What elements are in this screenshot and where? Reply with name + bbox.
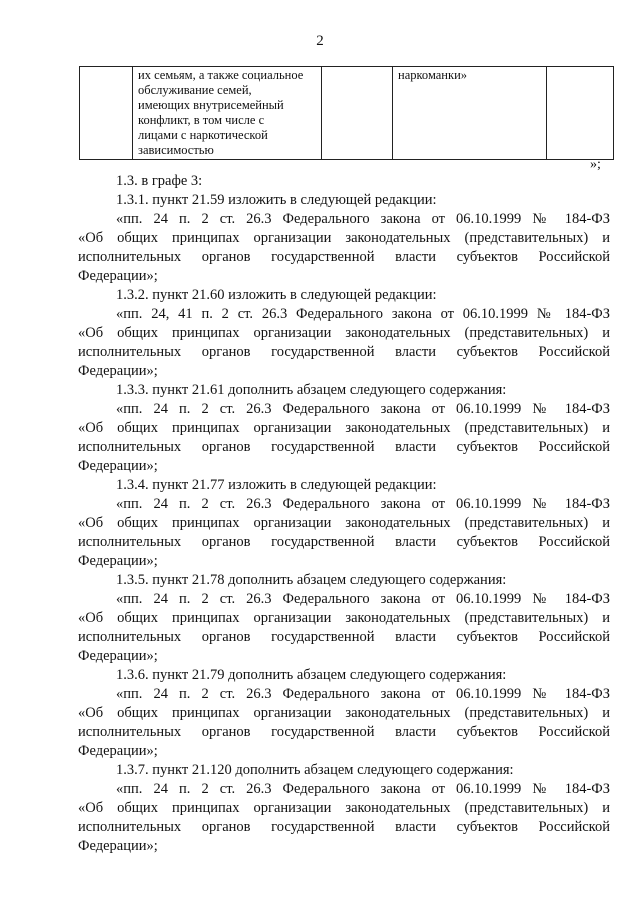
item-text-line: Федерации»; — [78, 553, 158, 569]
list-item — [78, 571, 610, 666]
item-text-line: «пп. 24, 41 п. 2 ст. 26.3 Федерального закона от 06.10.1999 № 184-ФЗ — [116, 306, 610, 322]
item-text-line: Федерации»; — [78, 743, 158, 759]
item-text-line: исполнительных органов государственной власти субъектов Российской — [78, 439, 610, 455]
item-text-line: «пп. 24 п. 2 ст. 26.3 Федерального закона от 06.10.1999 № 184-ФЗ — [116, 496, 610, 512]
item-text-line: «Об общих принципах организации законодательных (представительных) и — [78, 515, 610, 531]
table-row — [80, 67, 614, 160]
table-cell-3 — [322, 67, 393, 160]
item-text-line: «Об общих принципах организации законодательных (представительных) и — [78, 610, 610, 626]
list-item — [78, 381, 610, 476]
table-cell-2-text: их семьям, а также социальное обслуживание семей, имеющих внутрисемейный конфликт, в том числе с лицами с наркотической зависимостью — [138, 68, 304, 157]
item-text-line: «пп. 24 п. 2 ст. 26.3 Федерального закона от 06.10.1999 № 184-ФЗ — [116, 211, 610, 227]
table-cell-4 — [393, 67, 547, 160]
section-intro: 1.3. в графе 3: — [116, 173, 203, 189]
table-cell-4-text: наркоманки» — [398, 68, 468, 82]
list-item — [78, 191, 610, 286]
item-text-line: Федерации»; — [78, 838, 158, 854]
list-item — [78, 761, 610, 856]
item-text-line: Федерации»; — [78, 363, 158, 379]
table-fragment — [79, 66, 614, 160]
list-item — [78, 476, 610, 571]
page-number: 2 — [316, 33, 324, 49]
item-text-line: «пп. 24 п. 2 ст. 26.3 Федерального закона от 06.10.1999 № 184-ФЗ — [116, 591, 610, 607]
item-heading: 1.3.3. пункт 21.61 дополнить абзацем следующего содержания: — [116, 382, 507, 398]
item-text-line: исполнительных органов государственной власти субъектов Российской — [78, 249, 610, 265]
item-heading: 1.3.1. пункт 21.59 изложить в следующей редакции: — [116, 192, 437, 208]
item-text-line: исполнительных органов государственной власти субъектов Российской — [78, 724, 610, 740]
item-heading: 1.3.7. пункт 21.120 дополнить абзацем следующего содержания: — [116, 762, 514, 778]
item-text-line: «Об общих принципах организации законодательных (представительных) и — [78, 230, 610, 246]
item-heading: 1.3.6. пункт 21.79 дополнить абзацем следующего содержания: — [116, 667, 507, 683]
list-item — [78, 666, 610, 761]
item-heading: 1.3.2. пункт 21.60 изложить в следующей редакции: — [116, 287, 437, 303]
item-text-line: исполнительных органов государственной власти субъектов Российской — [78, 534, 610, 550]
item-text-line: Федерации»; — [78, 458, 158, 474]
item-text-line: «пп. 24 п. 2 ст. 26.3 Федерального закона от 06.10.1999 № 184-ФЗ — [116, 401, 610, 417]
item-heading: 1.3.5. пункт 21.78 дополнить абзацем следующего содержания: — [116, 572, 507, 588]
item-text-line: Федерации»; — [78, 648, 158, 664]
item-text-line: «Об общих принципах организации законодательных (представительных) и — [78, 705, 610, 721]
item-text-line: исполнительных органов государственной власти субъектов Российской — [78, 819, 610, 835]
item-text-line: исполнительных органов государственной власти субъектов Российской — [78, 344, 610, 360]
item-text-line: Федерации»; — [78, 268, 158, 284]
document-body — [78, 172, 610, 856]
item-text-line: исполнительных органов государственной власти субъектов Российской — [78, 629, 610, 645]
item-text-line: «Об общих принципах организации законодательных (представительных) и — [78, 325, 610, 341]
item-text-line: «пп. 24 п. 2 ст. 26.3 Федерального закона от 06.10.1999 № 184-ФЗ — [116, 686, 610, 702]
list-item — [78, 286, 610, 381]
table-closing-mark: »; — [590, 157, 601, 172]
item-text-line: «Об общих принципах организации законодательных (представительных) и — [78, 800, 610, 816]
table-cell-1 — [80, 67, 133, 160]
item-text-line: «пп. 24 п. 2 ст. 26.3 Федерального закона от 06.10.1999 № 184-ФЗ — [116, 781, 610, 797]
item-heading: 1.3.4. пункт 21.77 изложить в следующей редакции: — [116, 477, 437, 493]
item-text-line: «Об общих принципах организации законодательных (представительных) и — [78, 420, 610, 436]
table-cell-2 — [133, 67, 322, 160]
table-cell-5 — [547, 67, 614, 160]
